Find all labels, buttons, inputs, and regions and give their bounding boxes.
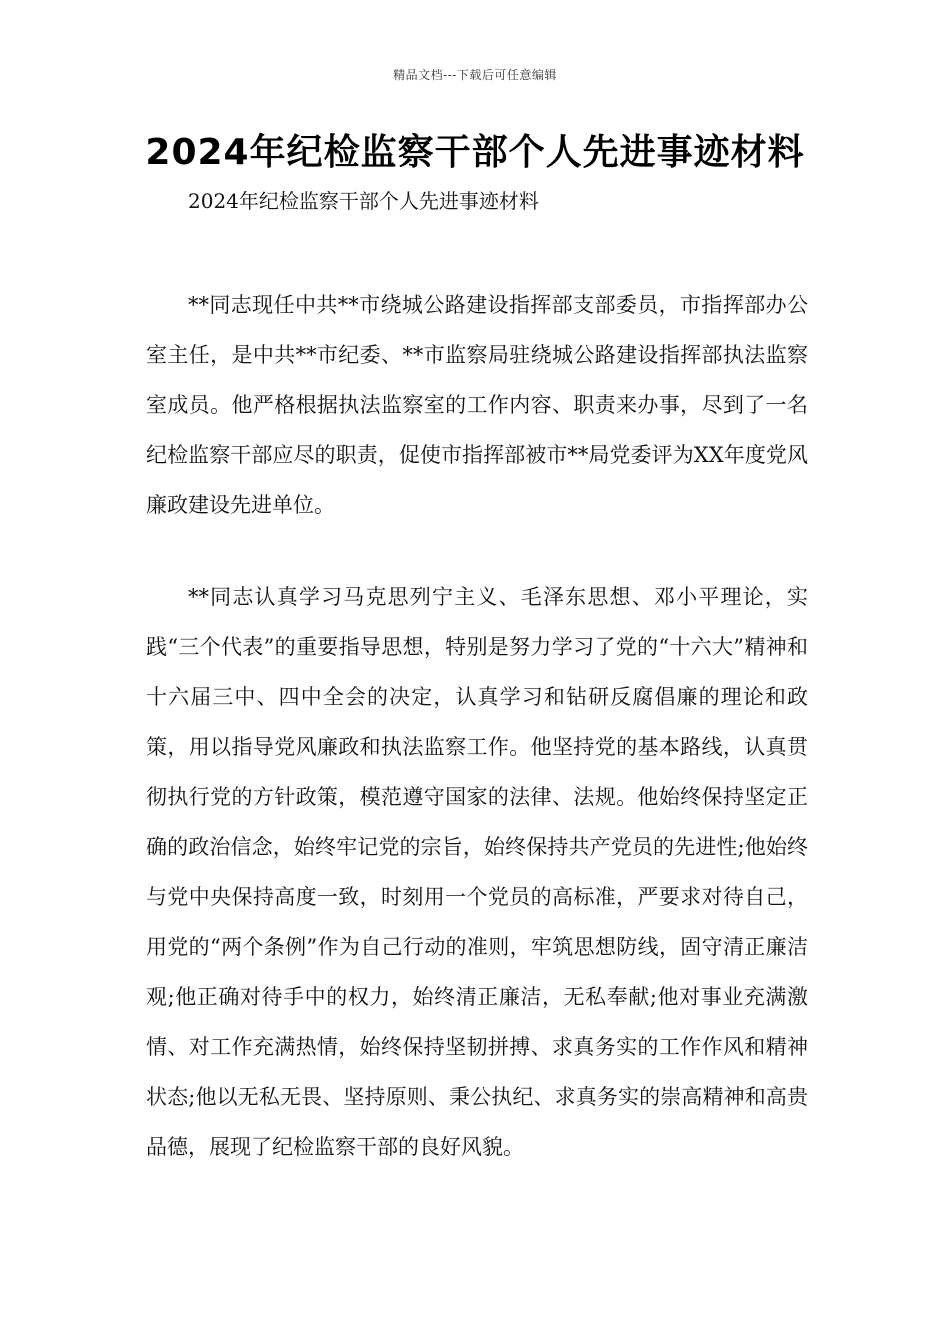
paragraph-1: **同志现任中共**市绕城公路建设指挥部支部委员，市指挥部办公室主任，是中共**市纪委、**市监察局驻绕城公路建设指挥部执法监察室成员。他严格根据执法监察室的工作内容、职责来办事，尽到了一名纪检监察干部应尽的职责，促使市指挥部被市**局党委评为XX年度党风廉政建设先进单位。 [146, 293, 808, 517]
document-subtitle: 2024年纪检监察干部个人先进事迹材料 [188, 189, 539, 213]
header-note: 精品文档---下载后可任意编辑 [393, 68, 557, 82]
document-title: 2024年纪检监察干部个人先进事迹材料 [145, 132, 805, 173]
paragraph-2: **同志认真学习马克思列宁主义、毛泽东思想、邓小平理论，实践“三个代表”的重要指导思想，特别是努力学习了党的“十六大”精神和十六届三中、四中全会的决定，认真学习和钻研反腐倡廉的理论和政策，用以指导党风廉政和执法监察工作。他坚持党的基本路线，认真贯彻执行党的方针政策，模范遵守国家的法律、法规。他始终保持坚定正确的政治信念，始终牢记党的宗旨，始终保持共产党员的先进性;他始终与党中央保持高度一致，时刻用一个党员的高标准，严要求对待自己，用党的“两个条例”作为自己行动的准则，牢筑思想防线，固守清正廉洁观;他正确对待手中的权力，始终清正廉洁，无私奉献;他对事业充满激情、对工作充满热情，始终保持坚韧拼搏、求真务实的工作作风和精神状态;他以无私无畏、坚持原则、秉公执纪、求真务实的崇高精神和高贵品德，展现了纪检监察干部的良好风貌。 [146, 585, 808, 1159]
